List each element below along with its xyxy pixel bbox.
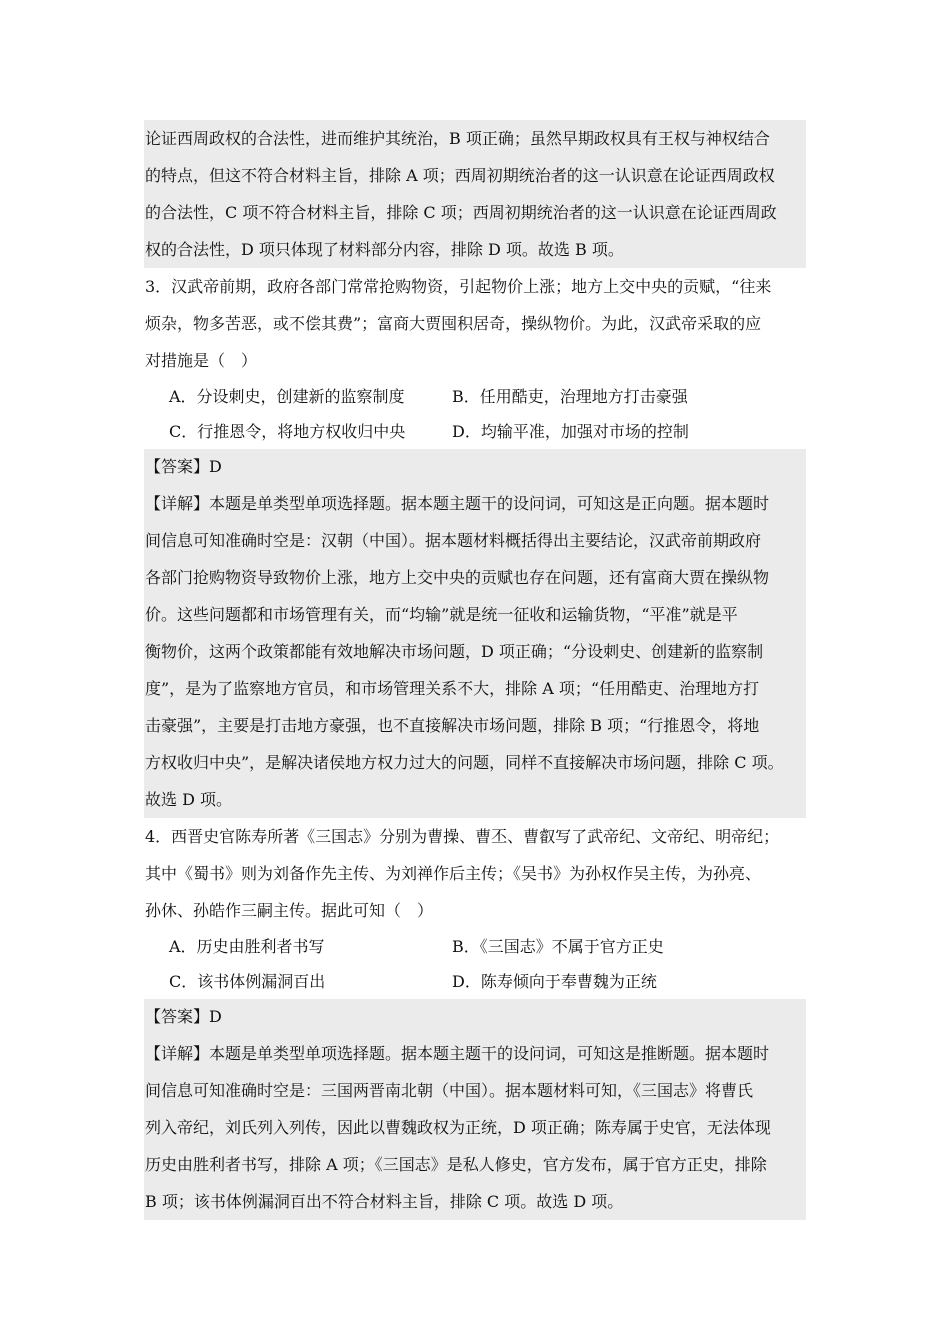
question-line: 对措施是（ ） [145,351,258,370]
analysis-line: 的合法性，C 项不符合材料主旨，排除 C 项；西周初期统治者的这一认识意在论证西周政 [145,203,777,222]
option-d: D．均输平准，加强对市场的控制 [452,422,689,441]
question-line: 烦杂，物多苦恶，或不偿其费”；富商大贾囤积居奇，操纵物价。为此，汉武帝采取的应 [145,314,762,333]
analysis-line: 度”，是为了监察地方官员，和市场管理关系不大，排除 A 项；“任用酷吏、治理地方打 [145,679,760,698]
q3-stem [144,268,806,379]
q4-options [144,929,806,999]
option-row [144,379,806,414]
analysis-line: 故选 D 项。 [145,790,233,809]
analysis-line: 历史由胜利者书写，排除 A 项；《三国志》是私人修史，官方发布，属于官方正史，排除 [145,1155,767,1174]
option-d: D．陈寿倾向于奉曹魏为正统 [452,972,657,991]
page-content [144,120,806,1220]
q3-answer-block [144,449,806,818]
option-a: A．历史由胜利者书写 [169,937,325,956]
option-row [144,964,806,999]
q3-options [144,379,806,449]
answer-label: 【答案】D [145,457,222,476]
option-row [144,414,806,449]
question-line: 4．西晋史官陈寿所著《三国志》分别为曹操、曹丕、曹叡写了武帝纪、文帝纪、明帝纪； [145,827,780,846]
analysis-line: 【详解】本题是单类型单项选择题。据本题主题干的设问词，可知这是正向题。据本题时 [145,494,770,513]
analysis-line: B 项；该书体例漏洞百出不符合材料主旨，排除 C 项。故选 D 项。 [145,1192,624,1211]
analysis-line: 击豪强”，主要是打击地方豪强，也不直接解决市场问题，排除 B 项；“行推恩令，将地 [145,716,760,735]
analysis-line: 各部门抢购物资导致物价上涨，地方上交中央的贡赋也存在问题，还有富商大贾在操纵物 [145,568,770,587]
question-line: 孙休、孙皓作三嗣主传。据此可知（ ） [145,901,434,920]
analysis-line: 间信息可知准确时空是：三国两晋南北朝（中国）。据本题材料可知，《三国志》将曹氏 [145,1081,754,1100]
analysis-line: 论证西周政权的合法性，进而维护其统治，B 项正确；虽然早期政权具有王权与神权结合 [145,129,770,148]
option-row [144,929,806,964]
q4-stem [144,818,806,929]
option-c: C．行推恩令，将地方权收归中央 [169,422,406,441]
option-a: A．分设刺史，创建新的监察制度 [169,387,405,406]
analysis-line: 价。这些问题都和市场管理有关，而“均输”就是统一征收和运输货物，“平准”就是平 [145,605,738,624]
answer-label: 【答案】D [145,1007,222,1026]
analysis-line: 间信息可知准确时空是：汉朝（中国）。据本题材料概括得出主要结论，汉武帝前期政府 [145,531,762,550]
analysis-line: 方权收归中央”，是解决诸侯地方权力过大的问题，同样不直接解决市场问题，排除 C 项。 [145,753,784,772]
question-line: 其中《蜀书》则为刘备作先主传、为刘禅作后主传；《吴书》为孙权作吴主传，为孙亮、 [145,864,762,883]
option-b: B．《三国志》不属于官方正史 [452,937,664,956]
q2-analysis-block [144,120,806,268]
analysis-line: 权的合法性，D 项只体现了材料部分内容，排除 D 项。故选 B 项。 [145,240,624,259]
analysis-line: 列入帝纪，刘氏列入列传，因此以曹魏政权为正统，D 项正确；陈寿属于史官，无法体现 [145,1118,771,1137]
option-b: B．任用酷吏，治理地方打击豪强 [452,387,688,406]
analysis-line: 衡物价，这两个政策都能有效地解决市场问题，D 项正确；“分设刺史、创建新的监察制 [145,642,764,661]
analysis-line: 【详解】本题是单类型单项选择题。据本题主题干的设问词，可知这是推断题。据本题时 [145,1044,770,1063]
option-c: C．该书体例漏洞百出 [169,972,326,991]
q4-answer-block [144,999,806,1220]
analysis-line: 的特点，但这不符合材料主旨，排除 A 项；西周初期统治者的这一认识意在论证西周政权 [145,166,775,185]
question-line: 3．汉武帝前期，政府各部门常常抢购物资，引起物价上涨；地方上交中央的贡赋，“往来 [145,277,772,296]
